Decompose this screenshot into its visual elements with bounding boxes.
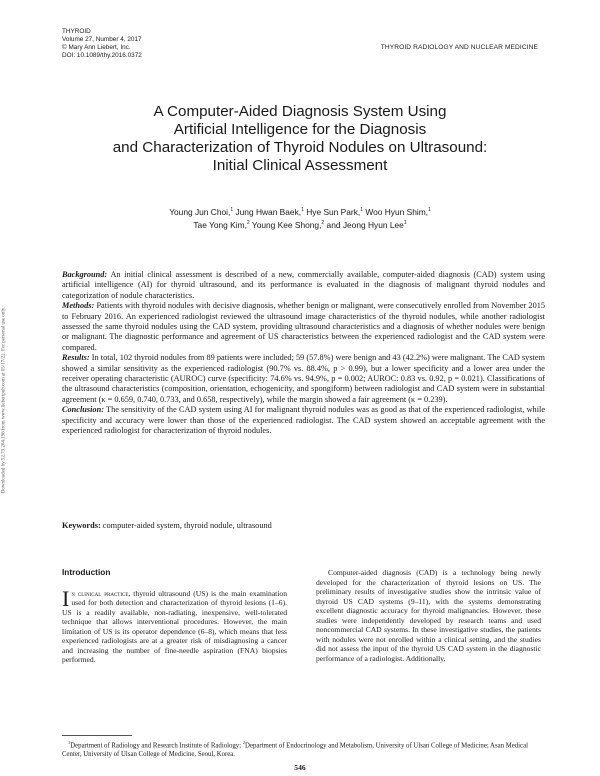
keywords-label: Keywords:	[62, 521, 101, 530]
author[interactable]: Young Kee Shong,$^2$	[251, 219, 325, 230]
author[interactable]: Tae Yong Kim,$^2$	[193, 219, 250, 230]
intro-paragraph: Computer-aided diagnosis (CAD) is a technology being newly developed for the characterization of thyroid lesions on US. The preliminary results of investigative studies show the intrinsic value of thyroid US CAD systems (9–11), with the systems demonstrating excellent diagnostic accuracy for thyroid malignancies. However, these studies were independently developed by research teams and used noncommercial CAD systems. In these investigative studies, the patients with nodules were not enrolled within a clinical setting, and the studies did not assess the input of the thyroid US CAD system in the diagnostic performance of a radiologist. Additionally,	[316, 568, 541, 663]
abstract-methods: Methods: Patients with thyroid nodules with decisive diagnosis, whether benign or malignant, were consecutively enrolled from November 2015 to February 2016. An experienced radiologist reviewed the ultrasound image characteristics of the thyroid nodules, while another radiologist assessed the same thyroid nodules using the CAD system, providing ultrasound characteristics and a diagnosis of whether nodules were benign or malignant. The diagnostic performance and agreement of US characteristics between the experienced radiologist and the CAD system were compared.	[62, 301, 546, 352]
author-list	[80, 205, 520, 231]
author[interactable]: and Jeong Hyun Lee$^1$	[326, 219, 407, 230]
introduction-heading: Introduction	[62, 567, 111, 577]
abstract	[62, 270, 545, 437]
body-column-right	[316, 568, 541, 663]
journal-copyright: © Mary Ann Liebert, Inc.	[62, 44, 131, 51]
journal-name: THYROID	[62, 28, 91, 35]
keywords	[62, 521, 272, 530]
title-line: and Characterization of Thyroid Nodules on Ultrasound:	[112, 139, 488, 156]
author[interactable]: Woo Hyun Shim,$^1$	[365, 206, 431, 217]
page-number: 546	[294, 763, 306, 772]
author[interactable]: Young Jun Choi,$^1$	[169, 206, 234, 217]
keywords-text: computer-aided system, thyroid nodule, ultrasound	[102, 521, 272, 530]
intro-paragraph: In clinical practice, thyroid ultrasound (US) is the main examination used for both detection and characterization of thyroid lesions (1–6). US is a readily available, non-radiating, inexpensive, well-tolerated technique that allows interventional procedures. However, the main limitation of US is its operator dependence (6–8), which means that less experienced radiologists are at a greater risk of misdiagnosing a cancer and increasing the number of fine-needle aspiration (FNA) biopsies performed.	[62, 585, 287, 664]
article-title	[80, 103, 520, 175]
drop-cap: I	[62, 585, 70, 611]
footnote-divider	[62, 735, 132, 736]
author[interactable]: Hye Sun Park,$^1$	[306, 206, 363, 217]
abstract-conclusion: Conclusion: The sensitivity of the CAD system using AI for malignant thyroid nodules was as good as that of the experienced radiologist, while specificity and accuracy were lower than those of the experienced radiologist. The CAD system showed an acceptable agreement with the experienced radiologist for characterization of thyroid nodules.	[62, 405, 545, 436]
journal-volume: Volume 27, Number 4, 2017	[62, 36, 142, 43]
journal-doi: DOI: 10.1089/thy.2016.0372	[62, 52, 142, 59]
abstract-background: Background: An initial clinical assessment is described of a new, commercially available, computer-aided diagnosis (CAD) system using artificial intelligence (AI) for thyroid ultrasound, and its performance is evaluated in the diagnosis of malignant thyroid nodules and categorization of nodule characteristics.	[62, 270, 545, 300]
section-name: THYROID RADIOLOGY AND NUCLEAR MEDICINE	[380, 44, 538, 51]
abstract-results: Results: In total, 102 thyroid nodules from 89 patients were included; 59 (57.8%) were benign and 43 (42.2%) were malignant. The CAD system showed a similar sensitivity as the experienced radiologist (90.7% vs. 88.4%, p > 0.99), but a lower specificity and a lower area under the receiver operating characteristic (AUROC) curve (specificity: 74.6% vs. 94.9%, p = 0.002; AUROC: 0.83 vs. 0.92, p = 0.021). Classifications of the ultrasound characteristics (composition, orientation, echogenicity, and spongiform) between radiologist and CAD system were in substantial agreement (κ = 0.659, 0.740, 0.733, and 0.658, respectively), while the margin showed a fair agreement (κ = 0.239).	[62, 353, 545, 404]
title-line: Artificial Intelligence for the Diagnosis	[173, 121, 427, 138]
title-line: Initial Clinical Assessment	[212, 157, 388, 174]
body-column-left	[62, 568, 287, 665]
title-line: A Computer-Aided Diagnosis System Using	[153, 103, 447, 120]
journal-meta	[62, 28, 142, 60]
download-note: Downloaded by 52.73.204.196 from www.liebertpub.com at 05/17/22. For personal use only.	[1, 306, 7, 494]
affiliation-footnote: $^1$Department of Radiology and Research Institute of Radiology; $^2$Department of Endocrinology and Metabolism, University of Ulsan College of Medicine; Asan Medical Center, University of Ulsan College of Medicine, Seoul, Korea.	[62, 740, 528, 758]
author[interactable]: Jung Hwan Baek,$^1$	[235, 206, 304, 217]
